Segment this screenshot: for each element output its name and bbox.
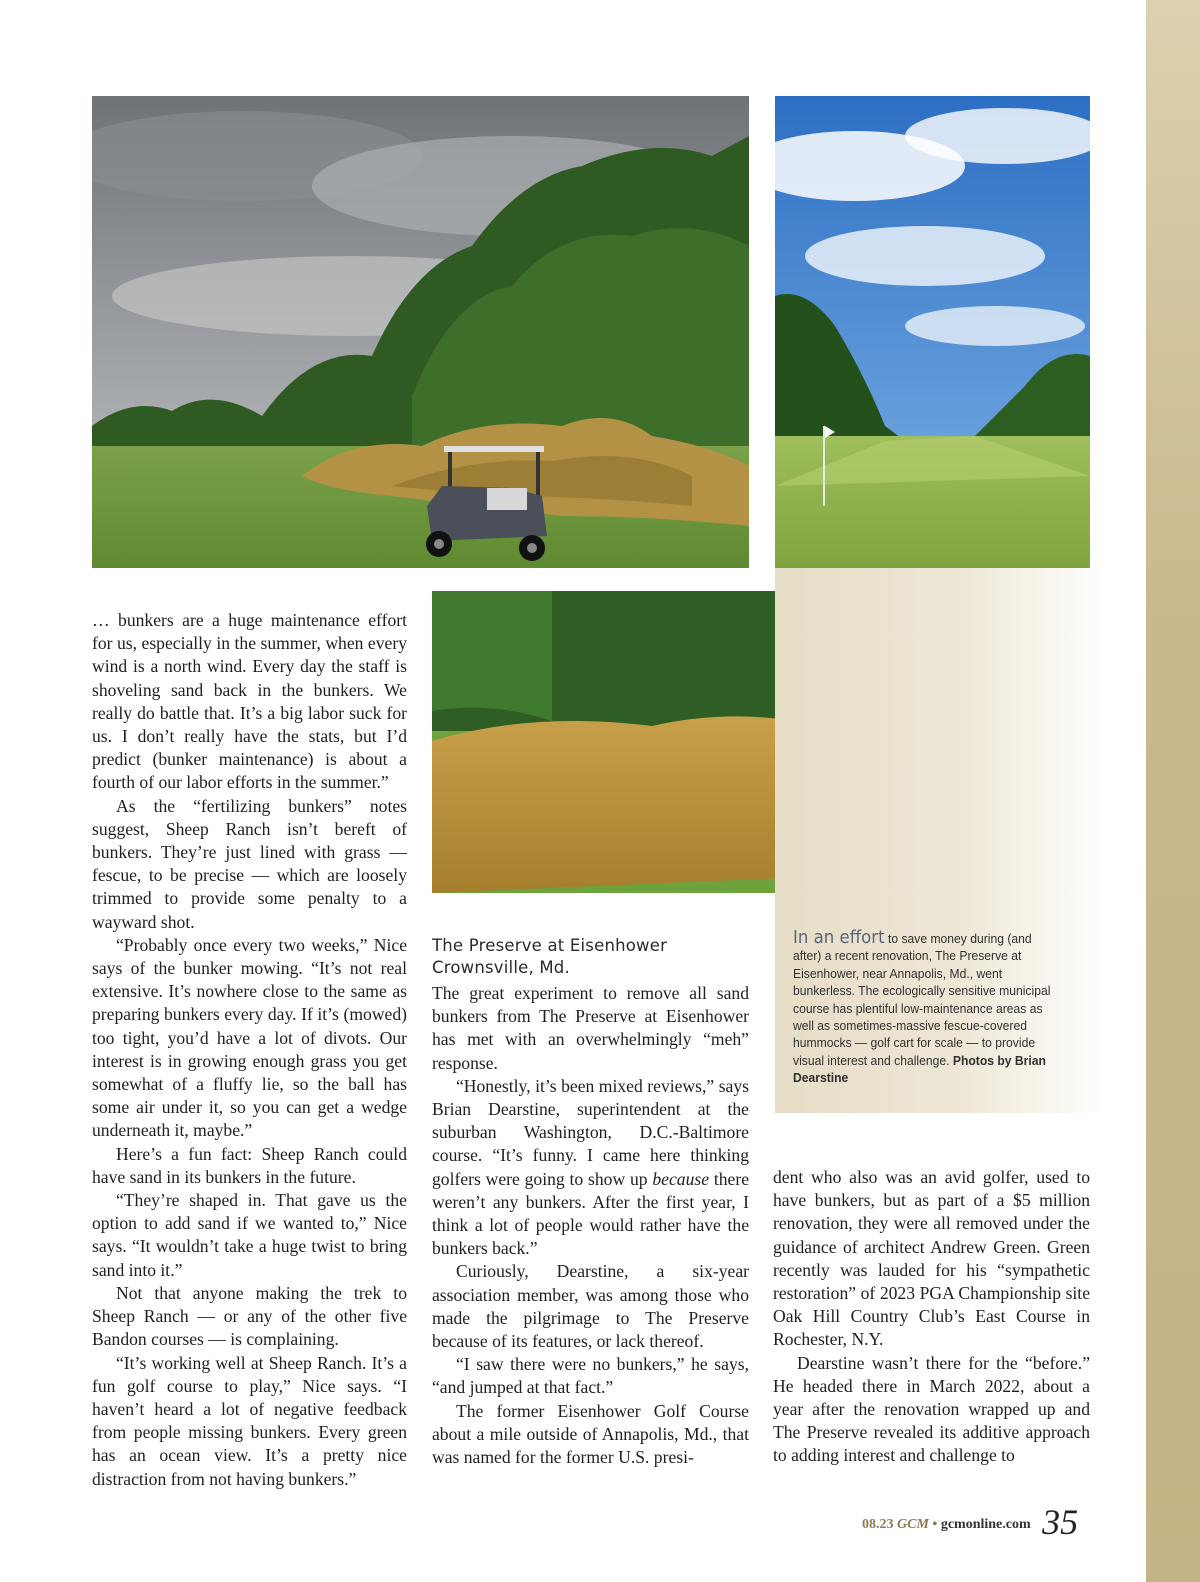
emphasis: because [652,1168,710,1189]
paragraph: The great experiment to remove all sand bunkers from The Preserve at Eisenhower has met with an overwhelmingly “meh” response. [432,983,749,1073]
caption-lead: In an effort [793,927,885,948]
paragraph: “They’re shaped in. That gave us the option to add sand if we wanted to,” Nice says. “It wouldn’t take a huge twist to bring sand into it.” [92,1190,407,1280]
paragraph: … bunkers are a huge maintenance effort for us, especially in the summer, when every wind is a north wind. Every day the staff is shoveling sand back in the bunkers. We really do battle that. It’s a big labor suck for us. I don’t really have the stats, but I’d predict (bunker maintenance) is about a fourth of our labor efforts in the summer.” [92,610,407,793]
paragraph: Dearstine wasn’t there for the “before.” He headed there in March 2022, about a year after the renovation wrapped up and The Preserve revealed its additive approach to adding interest and challenge to [773,1352,1090,1466]
photo-golf-cart-hummock [92,96,749,568]
subhead-course-name: The Preserve at Eisenhower [432,936,668,955]
side-color-strip [1146,0,1200,1582]
subhead-location: Crownsville, Md. [432,958,570,977]
caption-text: to save money during (and after) a recent renovation, The Preserve at Eisenhower, near Annapolis, Md., went bunkerless. The ecologically sensitive municipal course has plentiful low-maintenance areas as well as sometimes-massive fescue-covered hummocks — golf cart for scale — to provide visual interest and challenge. [793,931,1051,1068]
body-column-middle [432,982,749,1469]
paragraph: “Honestly, it’s been mixed reviews,” says Brian Dearstine, superintendent at the suburban Washington, D.C.-Baltimore course. “It’s funny. I came here thinking golfers were going to show up because there weren’t any bunkers. After the first year, I think a lot of people would rather have the bunkers back.” [432,1075,750,1259]
paragraph: dent who also was an avid golfer, used to have bunkers, but as part of a $5 million renovation, they were all removed under the guidance of architect Andrew Green. Green recently was lauded for his “sympathetic restoration” of 2023 PGA Championship site Oak Hill Country Club’s East Course in Rochester, N.Y. [773,1167,1090,1350]
website: gcmonline.com [940,1517,1031,1532]
magazine-name: GCM [897,1517,929,1532]
paragraph: “I saw there were no bunkers,” he says, “and jumped at that fact.” [432,1354,749,1398]
paragraph: “It’s working well at Sheep Ranch. It’s a fun golf course to play,” Nice says. “I haven’t heard a lot of negative feedback from people missing bunkers. Every green has an ocean view. It’s a pretty nice distraction from not having bunkers.” [92,1352,407,1489]
footer-separator: • [932,1517,938,1532]
paragraph: The former Eisenhower Golf Course about a mile outside of Annapolis, Md., that was named for the former U.S. presi- [432,1400,749,1468]
photo-credit: Photos by Brian Dearstine [793,1052,1046,1086]
section-subhead [432,935,752,979]
paragraph: Not that anyone making the trek to Sheep Ranch — or any of the other five Bandon courses — is complaining. [92,1282,407,1350]
paragraph: “Probably once every two weeks,” Nice says of the bunker mowing. “It’s not real extensive. It’s nowhere close to the same as preparing bunkers every day. If it’s (mowed) too tight, you’d have a lot of divots. Our interest is in growing enough grass you get somewhat of a fluffy lie, so the ball has some air under it, so you can get a wedge underneath it, maybe.” [92,934,407,1141]
photo-flagstick-fairway [775,96,1090,568]
paragraph: Here’s a fun fact: Sheep Ranch could have sand in its bunkers in the future. [92,1143,407,1187]
page-number: 35 [1042,1502,1079,1542]
page-footer [862,1501,1122,1543]
paragraph: Curiously, Dearstine, a six-year association member, was among those who made the pilgrimage to The Preserve because of its features, or lack thereof. [432,1261,749,1352]
paragraph: As the “fertilizing bunkers” notes suggest, Sheep Ranch isn’t bereft of bunkers. They’re just lined with grass — fescue, to be precise — which are loosely trimmed to provide some penalty to a wayward shot. [92,795,407,932]
body-column-left [92,609,407,1491]
issue-date: 08.23 [862,1517,894,1532]
body-column-right [773,1166,1090,1468]
photo-caption [793,929,1051,1087]
